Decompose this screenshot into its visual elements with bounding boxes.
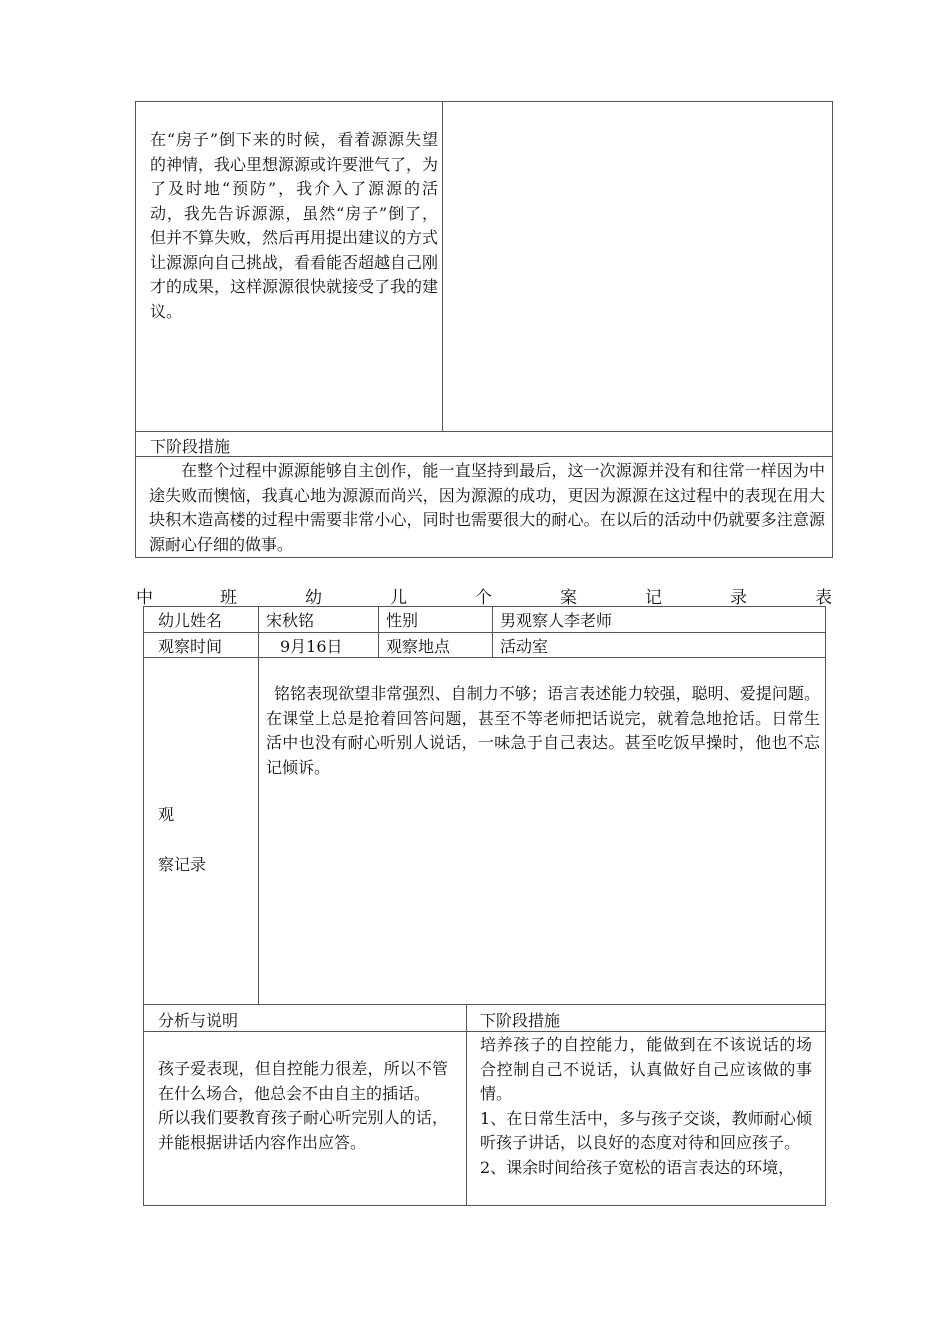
- analysis-text: 孩子爱表现，但自控能力很差，所以不管在什么场合，他总会不由自主的插话。 所以我们要教育孩子耐心听完别人的话，并能根据讲话内容作出应答。: [158, 1059, 448, 1152]
- title-char: 中: [136, 588, 153, 608]
- title-char: 个: [475, 588, 492, 608]
- child-name-label: 幼儿姓名: [158, 611, 223, 630]
- table2-row-divider: [143, 1031, 826, 1032]
- table1-row-divider: [135, 431, 833, 432]
- table2-col-divider: [466, 1004, 467, 1206]
- title-char: 表: [815, 588, 832, 608]
- table2-row-divider: [143, 657, 826, 658]
- title-char: 案: [560, 588, 577, 608]
- title-char: 记: [645, 588, 662, 608]
- table2-row-divider: [143, 1004, 826, 1005]
- observation-place-value: 活动室: [500, 637, 549, 656]
- table2-row-divider: [143, 632, 826, 633]
- title-char: 儿: [390, 588, 407, 608]
- table2-col-divider: [258, 606, 259, 1005]
- observation-time-label: 观察时间: [158, 637, 223, 656]
- title-char: 幼: [305, 588, 322, 608]
- title-char: 录: [730, 588, 747, 608]
- gender-label: 性别: [386, 611, 419, 630]
- table2-col-divider: [492, 606, 493, 658]
- child-name-value: 宋秋铭: [266, 611, 315, 630]
- record-text: 铭铭表现欲望非常强烈、自制力不够；语言表述能力较强，聪明、爱提问题。在课堂上总是抢着回答问题，甚至不等老师把话说完，就着急地抢话。日常生活中也没有耐心听别人说话，一味急于自己表达。甚至吃饭早操时，他也不忘记倾诉。: [266, 684, 820, 777]
- title-char: 班: [220, 588, 237, 608]
- next-steps-text-2: 培养孩子的自控能力，能做到在不该说话的场合控制自己不说话，认真做好自己应该做的事情。 1、在日常生活中，多与孩子交谈，教师耐心倾听孩子讲话，以良好的态度对待和回应孩子。 2、课余时间给孩子宽松的语言表达的环境，: [480, 1035, 812, 1177]
- next-steps-label-2: 下阶段措施: [480, 1011, 561, 1030]
- table1-row-divider: [135, 456, 833, 457]
- next-steps-text: 在整个过程中源源能够自主创作，能一直坚持到最后，这一次源源并没有和往常一样因为中途失败而懊恼，我真心地为源源而尚兴，因为源源的成功，更因为源源在这过程中的表现在用大块积木造高楼的过程中需要非常小心，同时也需要很大的耐心。在以后的活动中仍就要多注意源源耐心仔细的做事。: [149, 461, 825, 554]
- observation-place-label: 观察地点: [386, 637, 451, 656]
- observation-time-value: 9月16日: [280, 637, 343, 656]
- record-label: 察记录: [158, 855, 207, 874]
- table1-column-divider: [442, 101, 443, 432]
- table2-col-divider: [378, 606, 379, 658]
- observation-text: 在“房子”倒下来的时候，看着源源失望的神情，我心里想源源或许要泄气了，为了及时地“预防”，我介入了源源的活动，我先告诉源源，虽然“房子”倒了，但并不算失败，然后再用提出建议的方式让源源向自己挑战，看看能否超越自己刚才的成果，这样源源很快就接受了我的建议。: [150, 130, 439, 321]
- analysis-label: 分析与说明: [158, 1011, 239, 1030]
- record-label: 观: [158, 805, 175, 824]
- gender-observer-value: 男观察人李老师: [500, 611, 613, 630]
- next-steps-label: 下阶段措施: [150, 437, 231, 456]
